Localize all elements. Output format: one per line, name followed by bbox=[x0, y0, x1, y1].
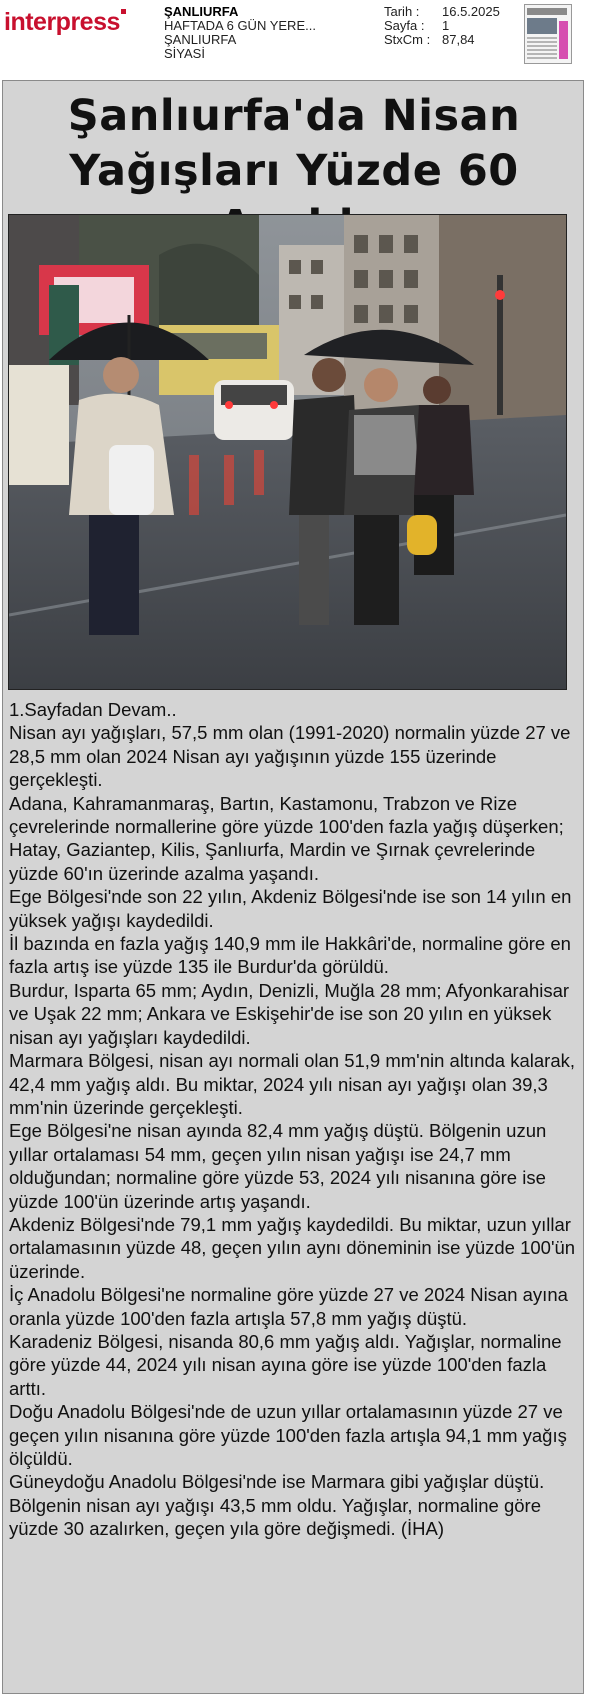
headline-line-1: Şanlıurfa'da Nisan bbox=[67, 91, 521, 141]
paragraph: Adana, Kahramanmaraş, Bartın, Kastamonu, Trabzon ve Rize çevrelerinde normallerine göre yüzde 100'den fazla yağış düşerken; Hatay, Gaziantep, Kilis, Şanlıurfa, Mardin ve Şırnak çevrelerinde yüzde 60'ın üzerinde azalma yaşandı. bbox=[9, 792, 564, 884]
meta-row-page bbox=[384, 19, 500, 33]
meta-row-date bbox=[384, 5, 500, 19]
publication-name: HAFTADA 6 GÜN YERE... bbox=[164, 18, 316, 33]
publication-region: ŞANLIURFA bbox=[164, 32, 237, 47]
paragraph: Burdur, Isparta 65 mm; Aydın, Denizli, Muğla 28 mm; Afyonkarahisar ve Uşak 22 mm; Ankara ve Eskişehir'de ise son 20 yılın en yüksek nisan ayı yağışları kaydedildi. bbox=[9, 979, 570, 1048]
meta-key: Sayfa : bbox=[384, 18, 425, 33]
clipping-header bbox=[0, 0, 590, 72]
article-photo bbox=[8, 214, 567, 690]
paragraph: Güneydoğu Anadolu Bölgesi'nde ise Marmara gibi yağışlar düştü. Bölgenin nisan ayı yağışı 43,5 mm oldu. Yağışlar, normaline göre yüzde 30 azalırken, geçen yıla göre değişmedi. (İHA) bbox=[9, 1471, 545, 1540]
news-clipping bbox=[2, 80, 584, 1694]
publication-city: ŞANLIURFA bbox=[164, 4, 239, 19]
publication-category: SİYASİ bbox=[164, 46, 205, 61]
meta-key: StxCm : bbox=[384, 32, 431, 47]
paragraph: Nisan ayı yağışları, 57,5 mm olan (1991-2020) normalin yüzde 27 ve 28,5 mm olan 2024 Nisan ayı yağışının yüzde 155 üzerinde gerçekleşti. bbox=[9, 722, 571, 791]
meta-key: Tarih : bbox=[384, 4, 420, 19]
article-body bbox=[9, 698, 577, 1541]
paragraph: Marmara Bölgesi, nisan ayı normali olan 51,9 mm'nin altında kalarak, 42,4 mm yağış aldı. Bu miktar, 2024 yılı nisan ayı yağışı olan 39,3 mm'nin üzerinde gerçekleşti. bbox=[9, 1050, 575, 1118]
meta-value: 87,84 bbox=[442, 32, 475, 47]
clipping-meta bbox=[384, 5, 500, 47]
paragraph: Akdeniz Bölgesi'nde 79,1 mm yağış kaydedildi. Bu miktar, uzun yıllar ortalamasının yüzde 48, geçen yılın aynı döneminin ise yüzde 100'ün üzerinde. bbox=[9, 1213, 576, 1282]
meta-value: 16.5.2025 bbox=[442, 4, 500, 19]
paragraph: İç Anadolu Bölgesi'ne normaline göre yüzde 27 ve 2024 Nisan ayına oranla yüzde 100'den fazla artışla 57,8 mm yağış düştü. bbox=[9, 1284, 568, 1329]
meta-value: 1 bbox=[442, 18, 450, 33]
page-thumbnail[interactable] bbox=[524, 4, 572, 64]
paragraph: Doğu Anadolu Bölgesi'nde de uzun yıllar ortalamasının yüzde 27 ve geçen yılın nisanına göre yüzde 100'den fazla artışla 94,1 mm yağış ölçüldü. bbox=[9, 1401, 567, 1469]
publication-info bbox=[164, 5, 316, 61]
interpress-logo: interpress bbox=[4, 8, 126, 37]
paragraph: İl bazında en fazla yağış 140,9 mm ile Hakkâri'de, normaline göre en fazla artış ise yüzde 135 ile Burdur'da görüldü. bbox=[9, 933, 571, 978]
headline-line-2: Yağışları Yüzde 60 bbox=[69, 146, 519, 196]
paragraph: Ege Bölgesi'ne nisan ayında 82,4 mm yağış düştü. Bölgenin uzun yıllar ortalaması 54 mm, geçen yılın nisan yağışı ise 24,7 mm olduğundan; normaline göre yüzde 53, 2024 yılı nisanına göre ise yüzde 100'ün üzerinde artış yaşandı. bbox=[9, 1120, 547, 1212]
logo-dot-icon bbox=[121, 9, 126, 14]
paragraph: Ege Bölgesi'nde son 22 yılın, Akdeniz Bölgesi'nde ise son 14 yılın en yüksek yağışı kaydedildi. bbox=[9, 886, 572, 931]
paragraph: Karadeniz Bölgesi, nisanda 80,6 mm yağış aldı. Yağışlar, normaline göre yüzde 44, 2024 yılı nisan ayına göre ise yüzde 100'den fazla arttı. bbox=[9, 1330, 562, 1399]
paragraph: 1.Sayfadan Devam.. bbox=[9, 699, 177, 720]
meta-row-stxcm bbox=[384, 33, 500, 47]
